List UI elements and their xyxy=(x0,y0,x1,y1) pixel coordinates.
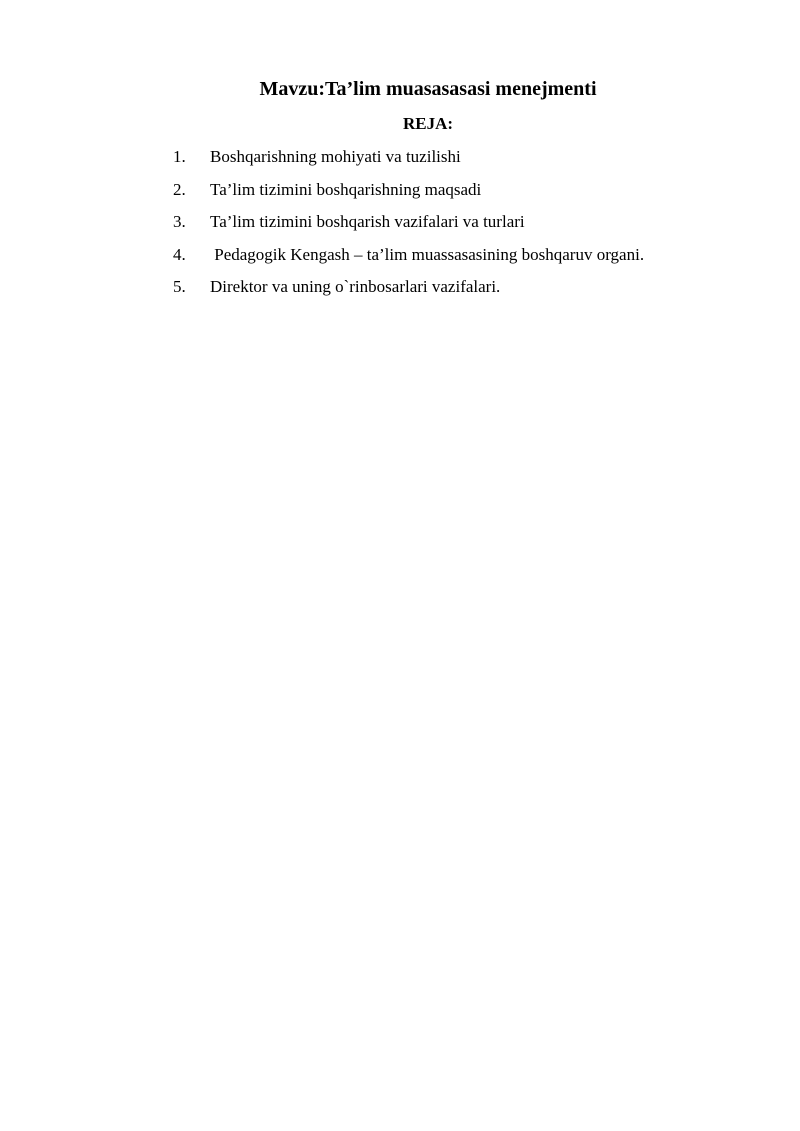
plan-item-number: 2. xyxy=(173,179,186,199)
plan-item-5 xyxy=(173,275,733,308)
plan-item-text: Ta’lim tizimini boshqarish vazifalari va turlari xyxy=(210,212,525,231)
plan-item-number: 5. xyxy=(173,277,186,296)
plan-item-4 xyxy=(173,243,733,276)
document-title: Mavzu:Ta’lim muasasasasi menejmenti xyxy=(259,78,597,100)
plan-item-number: 1. xyxy=(173,147,186,166)
plan-item-text: Ta’lim tizimini boshqarishning maqsadi xyxy=(210,179,482,199)
plan-item-text: Pedagogik Kengash – ta’lim muassasasining boshqaruv organi. xyxy=(210,244,645,264)
plan-item-text: Boshqarishning mohiyati va tuzilishi xyxy=(210,147,461,166)
plan-heading: REJA: xyxy=(402,114,454,133)
plan-item-3 xyxy=(173,210,733,243)
plan-item-number: 3. xyxy=(173,212,186,231)
plan-item-2 xyxy=(173,178,733,211)
plan-list xyxy=(173,145,733,308)
plan-item-text: Direktor va uning o`rinbosarlari vazifalari. xyxy=(210,277,501,296)
plan-item-number: 4. xyxy=(173,244,186,264)
plan-item-1 xyxy=(173,145,733,178)
